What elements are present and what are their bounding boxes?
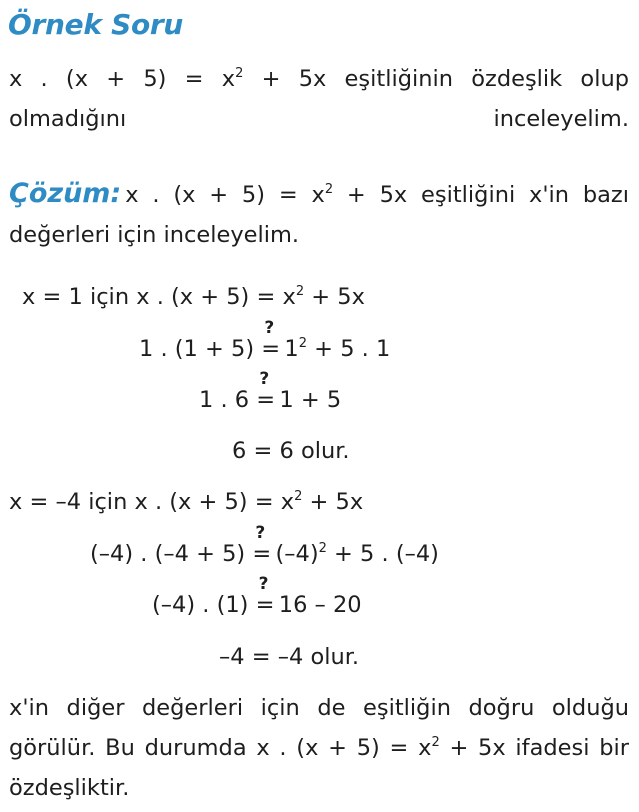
case1-line3-right: 1 + 5 [279, 387, 342, 413]
solution-intro: Çözüm: x . $(x + 5) = x^2 + 5x$ eşitliğini x'in bazı değerleri için inceleyelim. [9, 178, 629, 248]
question-equal-sign: ? = [252, 523, 272, 567]
case2-line3 [152, 574, 362, 619]
example-title: Örnek Soru [8, 8, 184, 41]
conclusion-text: x'in diğer değerleri için de eşitliğin doğru olduğu görülür. Bu durumda x . $(x + 5) = x^2 + 5x$ ifadesi bir özdeşliktir. [9, 695, 629, 801]
question-equal-sign: ? = [255, 574, 275, 618]
case2-line3-left: (–4) . (1) [152, 592, 249, 618]
solution-label: Çözüm: [9, 178, 122, 209]
case1-line3-left: 1 . 6 [199, 387, 250, 413]
question-equal-sign: ? = [256, 369, 276, 413]
case2-line1: x = –4 için x . $(x + 5) = x^2 + 5x$ [9, 489, 364, 515]
case1-line3 [199, 369, 342, 414]
case1-line4: 6 = 6 olur. [232, 438, 350, 464]
case1-line1: x = 1 için x . $(x + 5) = x^2 + 5x$ [22, 284, 365, 310]
case2-line2: (–4) . (–4 + 5) ? = $(-4)^2 + 5$ . (–4) [90, 523, 439, 567]
question-text: x . $(x + 5) = x^2 + 5x$ eşitliğinin özdeşlik olup olmadığını inceleyelim. [9, 66, 629, 132]
case2-line4: –4 = –4 olur. [219, 644, 360, 670]
case1-line2-left: 1 . (1 + 5) [139, 336, 255, 362]
case1-line2: 1 . (1 + 5) ? = $1^2 + 5$ . 1 [139, 318, 391, 362]
case2-line3-right: 16 – 20 [278, 592, 362, 618]
question-equal-sign: ? = [261, 318, 281, 362]
case2-line2-left: (–4) . (–4 + 5) [90, 541, 246, 567]
